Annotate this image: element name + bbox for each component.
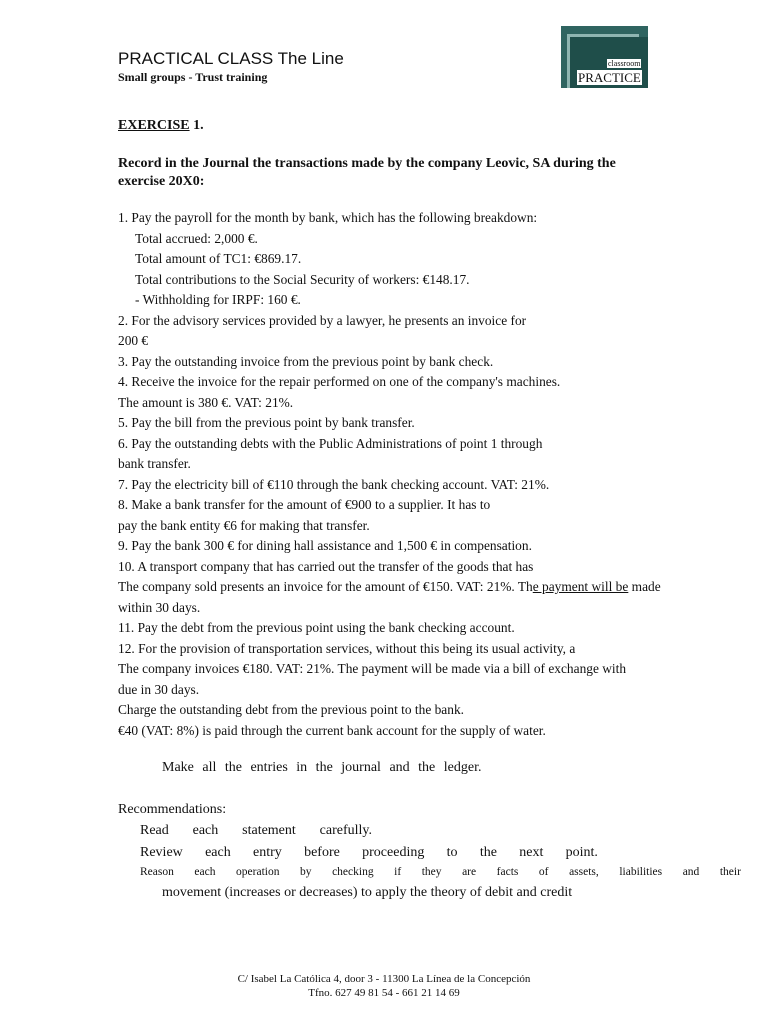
recommendation-word: checking	[332, 866, 374, 878]
footer-phone: Tfno. 627 49 81 54 - 661 21 14 69	[308, 987, 460, 999]
recommendations-title: Recommendations:	[118, 802, 227, 817]
list-item: 200 €	[118, 333, 149, 348]
recommendation-word: by	[300, 866, 312, 878]
recommendation-word: entry	[253, 845, 282, 860]
recommendation-word: Read	[140, 823, 169, 838]
list-item: The amount is 380 €. VAT: 21%.	[118, 394, 294, 410]
recommendation-word: to	[446, 845, 458, 860]
instruction-text: Make all the entries in the journal and the ledger.	[162, 760, 482, 775]
list-item: 4. Receive the invoice for the repair performed on one of the company's machines.	[118, 374, 561, 389]
recommendation-word: and	[682, 866, 700, 878]
recommendation-word: if	[394, 866, 402, 878]
list-item: 6. Pay the outstanding debts with the Public Administrations of point 1 through	[118, 435, 543, 451]
list-item: 7. Pay the electricity bill of €110 through the bank checking account. VAT: 21%.	[118, 476, 550, 492]
recommendation-word: their	[719, 866, 741, 878]
list-item: Total contributions to the Social Security of workers: €148.17.	[135, 271, 470, 287]
recommendation-word: point.	[565, 845, 598, 860]
list-item: 5. Pay the bill from the previous point by bank transfer.	[118, 415, 415, 430]
logo-small-text: classroom	[608, 59, 641, 68]
list-item: 1. Pay the payroll for the month by bank, which has the following breakdown:	[118, 210, 538, 225]
exercise-intro: Record in the Journal the transactions made by the company Leovic, SA during the exercise 20X0:	[118, 156, 616, 189]
list-item: Charge the outstanding debt from the previous point to the bank.	[118, 702, 464, 717]
recommendation-word: are	[462, 866, 477, 878]
recommendation-continuation: movement (increases or decreases) to apply the theory of debit and credit	[162, 885, 573, 900]
list-item: 10. A transport company that has carried out the transfer of the goods that has	[118, 558, 534, 574]
recommendation-word: operation	[236, 866, 280, 878]
logo-big-text: PRACTICE	[578, 70, 641, 85]
list-item: Total amount of TC1: €869.17.	[135, 251, 302, 266]
list-item: - Withholding for IRPF: 160 €.	[135, 292, 301, 307]
recommendation-word: each	[205, 845, 231, 860]
list-item: 3. Pay the outstanding invoice from the previous point by bank check.	[118, 353, 494, 369]
recommendation-word: liabilities	[619, 866, 663, 878]
exercise-label: EXERCISE	[118, 118, 190, 133]
recommendation-word: they	[421, 866, 442, 878]
line-text: The company sold presents an invoice for the amount of €150. VAT: 21%. Th	[118, 579, 533, 594]
transaction-list	[118, 208, 758, 741]
list-item: 8. Make a bank transfer for the amount of €900 to a supplier. It has to	[118, 497, 491, 512]
recommendation-word: facts	[496, 866, 519, 878]
recommendation-item	[140, 866, 741, 878]
recommendation-word: next	[519, 845, 544, 860]
page-subtitle: Small groups - Trust training	[118, 70, 268, 84]
recommendation-item	[140, 845, 598, 861]
recommendation-word: each	[194, 866, 216, 878]
list-item: The company invoices €180. VAT: 21%. The payment will be made via a bill of exchange with	[118, 661, 627, 676]
recommendation-word: Reason	[140, 866, 174, 878]
list-item: 11. Pay the debt from the previous point using the bank checking account.	[118, 620, 515, 635]
list-item: Total accrued: 2,000 €.	[135, 230, 258, 246]
recommendation-word: the	[479, 845, 497, 860]
list-item	[118, 577, 758, 598]
recommendation-word: statement	[242, 823, 296, 838]
list-item: 2. For the advisory services provided by a lawyer, he presents an invoice for	[118, 312, 527, 328]
list-item: 12. For the provision of transportation services, without this being its usual activity, a	[118, 640, 576, 656]
list-item: 9. Pay the bank 300 € for dining hall assistance and 1,500 € in compensation.	[118, 538, 532, 553]
recommendation-word: carefully.	[319, 823, 372, 838]
line-text: made	[628, 579, 661, 594]
list-item: due in 30 days.	[118, 681, 200, 697]
recommendation-word: assets,	[569, 866, 599, 878]
recommendation-item	[140, 823, 372, 839]
recommendation-word: of	[538, 866, 549, 878]
recommendation-word: before	[304, 845, 340, 860]
list-item: within 30 days.	[118, 599, 201, 615]
page-title: PRACTICAL CLASS The Line	[118, 49, 344, 68]
recommendation-word: each	[192, 823, 219, 838]
recommendation-word: Review	[140, 845, 183, 860]
list-item: €40 (VAT: 8%) is paid through the current bank account for the supply of water.	[118, 722, 546, 738]
list-item: pay the bank entity €6 for making that transfer.	[118, 517, 370, 533]
underlined-text: e payment will be	[532, 579, 629, 594]
exercise-number: 1.	[193, 118, 204, 133]
list-item: bank transfer.	[118, 456, 191, 471]
footer-address: C/ Isabel La Católica 4, door 3 - 11300 La Línea de la Concepción	[237, 973, 531, 985]
exercise-heading	[118, 118, 204, 134]
recommendation-word: proceeding	[362, 845, 425, 860]
